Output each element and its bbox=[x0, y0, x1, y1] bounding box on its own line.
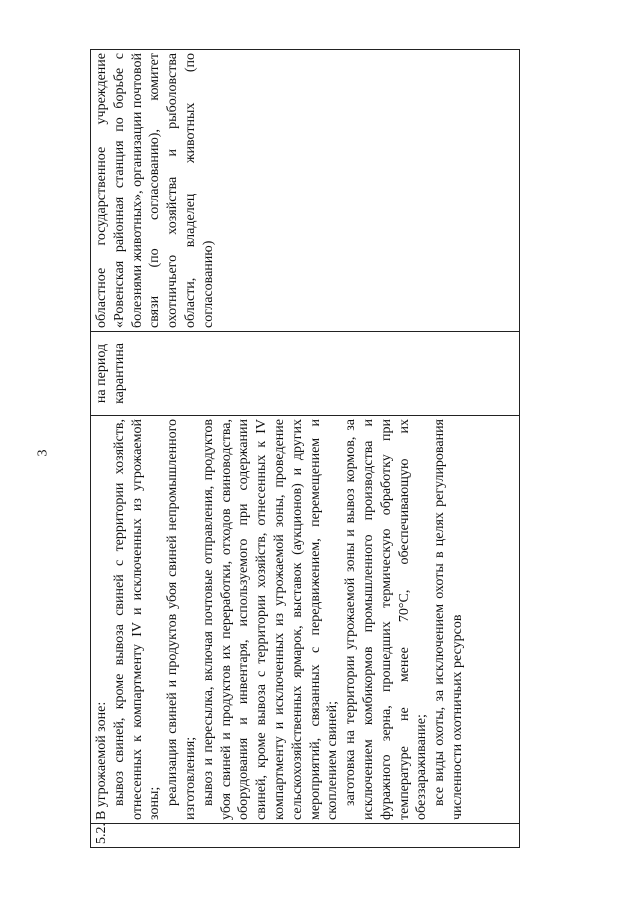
measure-title: В угрожаемой зоне: bbox=[94, 701, 109, 820]
measure-cell bbox=[91, 416, 520, 824]
measure-item: вывоз свиней, кроме вывоза свиней с территории хозяйств, отнесенных к компартменту IV и исключенных из угрожаемой зоны; bbox=[111, 419, 163, 820]
measure-item: вывоз и пересылка, включая почтовые отправления, продуктов убоя свиней и продуктов их переработки, отходов свиноводства, оборудования и инвентаря, используемого при содержании свиней, кроме вывоза с территории хозяйств, отнесенных к IV компартменту и исключенных из угрожаемой зоны, проведение сельскохозяйственных ярмарок, выставок (аукционов) и других мероприятий, связанных с передвижением, перемещением и скоплением свиней; bbox=[200, 419, 341, 820]
responsible-cell: областное государственное учреждение «Ровенская районная станция по борьбе с болезнями животных», организации почтовой связи (по согласованию), комитет охотничьего хозяйства и рыболовства области, владелец животных (по согласованию) bbox=[91, 50, 520, 332]
rotated-table-container bbox=[90, 50, 520, 848]
measure-item: реализация свиней и продуктов убоя свиней непромышленного изготовления; bbox=[165, 419, 198, 820]
measure-item: все виды охоты, за исключением охоты в целях регулирования численности охотничьих ресурсов bbox=[432, 419, 465, 820]
table-row bbox=[91, 50, 520, 848]
term-cell: на период карантина bbox=[91, 332, 520, 416]
page-number: 3 bbox=[35, 449, 51, 457]
measures-table bbox=[90, 49, 520, 848]
measure-item: заготовка на территории угрожаемой зоны и вывоз кормов, за исключением комбикормов промышленного производства и фуражного зерна, прошедших термическую обработку при температуре не менее 70°С, обеспечивающую их обеззараживание; bbox=[343, 419, 430, 820]
row-number-cell: 5.2. bbox=[91, 824, 520, 848]
